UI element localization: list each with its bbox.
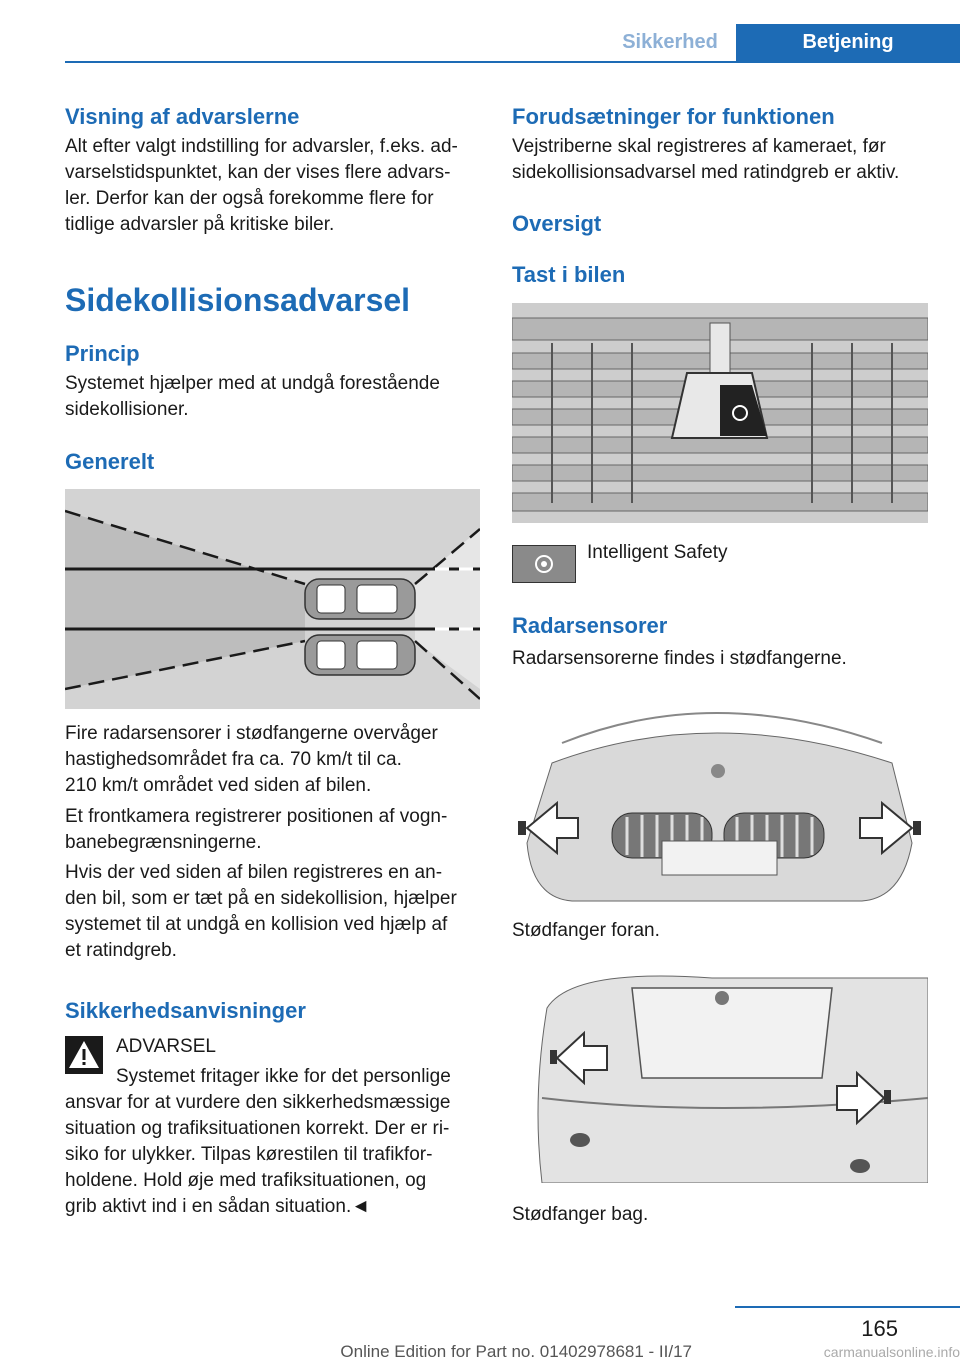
footer-rule	[735, 1306, 960, 1308]
radar-heading: Radarsensorer	[512, 613, 668, 638]
text-line: varselstidspunktet, kan der vises flere advars-	[65, 162, 451, 183]
tab-betjening[interactable]: Betjening	[736, 24, 960, 61]
visning-heading: Visning af advarslerne	[65, 104, 300, 129]
lane-diagram	[65, 489, 480, 709]
text-line: Alt efter valgt indstilling for advarsler, f.eks. ad-	[65, 136, 458, 157]
text-line: Systemet hjælper med at undgå forestående	[65, 373, 440, 394]
rear-caption: Stødfanger bag.	[512, 1204, 649, 1225]
text-line: hastighedsområdet fra ca. 70 km/t til ca.	[65, 749, 402, 770]
text-line: ansvar for at vurdere den sikkerhedsmæssige	[65, 1092, 451, 1113]
generelt-paragraph-2	[65, 804, 485, 856]
sikkerhed-heading: Sikkerhedsanvisninger	[65, 998, 306, 1023]
text-line: Et frontkamera registrerer positionen af vogn-	[65, 806, 448, 827]
princip-paragraph	[65, 371, 485, 423]
text-line: 210 km/t området ved siden af bilen.	[65, 775, 372, 796]
radar-paragraph: Radarsensorerne findes i stødfangerne.	[512, 648, 847, 669]
rear-bumper-illustration	[512, 968, 928, 1183]
visning-paragraph	[65, 134, 485, 238]
text-line: systemet til at undgå en kollision ved hjælp af	[65, 914, 448, 935]
text-line: et ratindgreb.	[65, 940, 177, 961]
text-line: holdene. Hold øje med trafiksituationen, og	[65, 1170, 427, 1191]
front-bumper-illustration	[512, 683, 928, 905]
advarsel-paragraph	[65, 1064, 485, 1220]
text-line: tidlige advarsler på kritiske biler.	[65, 214, 335, 235]
oversigt-heading: Oversigt	[512, 211, 602, 236]
forud-paragraph	[512, 134, 942, 186]
text-line: den bil, som er tæt på en sidekollision, hjælper	[65, 888, 457, 909]
page-number: 165	[861, 1316, 898, 1341]
button-panel-illustration	[512, 303, 928, 523]
text-line: Hvis der ved siden af bilen registreres en an-	[65, 862, 443, 883]
generelt-paragraph-3	[65, 860, 485, 964]
text-line: siko for ulykker. Tilpas kørestilen til trafikfor-	[65, 1144, 433, 1165]
page-title: Sidekollisionsadvarsel	[65, 282, 411, 318]
advarsel-label: ADVARSEL	[116, 1036, 216, 1057]
text-line: ler. Derfor kan der også forekomme flere for	[65, 188, 434, 209]
text-line: sidekollisioner.	[65, 399, 189, 420]
text-line: banebegrænsningerne.	[65, 832, 262, 853]
tab-sikkerhed[interactable]: Sikkerhed	[622, 31, 718, 53]
princip-heading: Princip	[65, 341, 140, 366]
tast-heading: Tast i bilen	[512, 262, 626, 287]
front-caption: Stødfanger foran.	[512, 920, 660, 941]
text-line: situation og trafiksituationen korrekt. Der er ri-	[65, 1118, 450, 1139]
button-label: Intelligent Safety	[587, 542, 728, 563]
header-rule	[65, 61, 960, 63]
edition-text: Online Edition for Part no. 01402978681 - II/17	[340, 1342, 692, 1361]
watermark-text: carmanualsonline.info	[823, 1344, 960, 1360]
text-line: Fire radarsensorer i stødfangerne overvåger	[65, 723, 438, 744]
text-line: Vejstriberne skal registreres af kameraet, før	[512, 136, 886, 157]
generelt-paragraph-1	[65, 721, 485, 799]
generelt-heading: Generelt	[65, 449, 155, 474]
text-line: Systemet fritager ikke for det personlige	[116, 1066, 451, 1087]
lane-diagram-svg	[65, 489, 480, 709]
text-line: grib aktivt ind i en sådan situation.◄	[65, 1196, 371, 1217]
forud-heading: Forudsætninger for funktionen	[512, 104, 835, 129]
intelligent-safety-button-icon[interactable]	[512, 545, 576, 583]
text-line: sidekollisionsadvarsel med ratindgreb er aktiv.	[512, 162, 900, 183]
